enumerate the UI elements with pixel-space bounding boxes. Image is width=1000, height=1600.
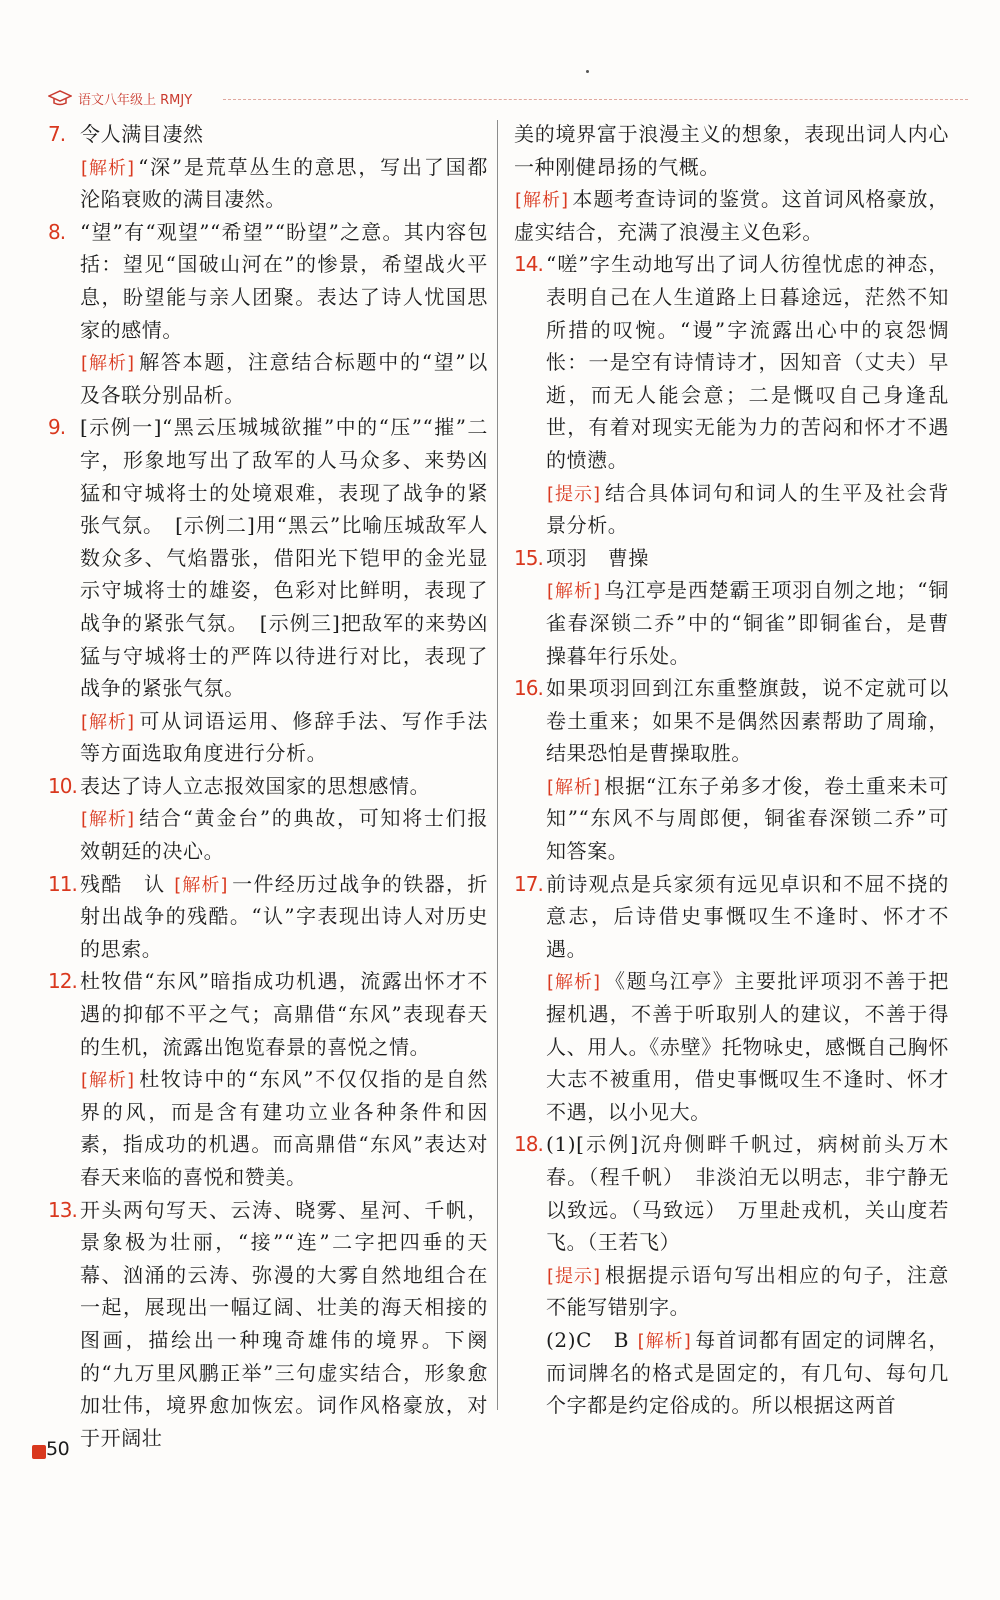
analysis-text: 杜牧诗中的“东风”不仅仅指的是自然界的风，而是含有建功立业各种条件和因素，指成功的机遇。而高鼎借“东风”表达对春天来临的喜悦和赞美。 <box>80 1067 488 1189</box>
analysis-tag: [ 解析 ] <box>173 875 229 897</box>
hint-tag: [ 提示 ] <box>546 1266 602 1288</box>
analysis-tag: [ 解析 ] <box>514 190 570 212</box>
left-column <box>48 118 488 1454</box>
page-marker-icon <box>32 1445 46 1459</box>
analysis-text: 结合“黄金台”的典故，可知将士们报效朝廷的决心。 <box>80 806 488 864</box>
question-number: 17. <box>514 871 543 896</box>
hint-14 <box>514 477 949 542</box>
analysis-text: 《题乌江亭》主要批评项羽不善于把握机遇，不善于听取别人的建议，不善于得人、用人。《赤壁》托物咏史，感慨自己胸怀大志不被重用，借史事慨叹生不逢时、怀才不遇，以小见大。 <box>546 969 949 1124</box>
question-number: 11. <box>48 871 77 896</box>
page-number: 50 <box>46 1438 70 1460</box>
hint-text: 根据提示语句写出相应的句子，注意不能写错别字。 <box>546 1262 949 1320</box>
question-number: 18. <box>514 1132 543 1157</box>
book-title: 语文八年级上 RMJY <box>78 93 193 108</box>
answer-text: 表达了诗人立志报效国家的思想感情。 <box>80 773 431 798</box>
analysis-text: “深”是荒草丛生的意思，写出了国都沦陷衰败的满目凄然。 <box>80 154 488 212</box>
analysis-tag: [ 解析 ] <box>80 353 136 375</box>
hint-text: 结合具体词句和词人的生平及社会背景分析。 <box>546 480 949 538</box>
analysis-15 <box>514 574 949 672</box>
answer-text: 残酷 认 <box>80 871 166 896</box>
answer-9 <box>48 411 488 704</box>
analysis-text: 解答本题，注意结合标题中的“望”以及各联分别品析。 <box>80 350 488 407</box>
analysis-tag: [ 解析 ] <box>80 712 136 734</box>
right-column <box>514 118 949 1422</box>
analysis-text: 每首词都有固定的词牌名，而词牌名的格式是固定的，有几句、每句几个字都是约定俗成的。所以根据这两首 <box>546 1327 949 1418</box>
analysis-13 <box>514 183 949 248</box>
answer-8 <box>48 216 488 346</box>
analysis-7 <box>48 151 488 216</box>
graduation-cap-icon <box>48 88 72 108</box>
answer-10 <box>48 770 488 803</box>
analysis-tag: [ 解析 ] <box>80 1070 136 1092</box>
answer-13-continued: 美的境界富于浪漫主义的想象，表现出词人内心一种刚健昂扬的气概。 <box>514 122 949 179</box>
answer-text: 开头两句写天、云涛、晓雾、星河、千帆，景象极为壮丽，“接”“连”二字把四垂的天幕、汹涌的云涛、弥漫的大雾自然地组合在一起，展现出一幅辽阔、壮美的海天相接的图画，描绘出一种瑰奇雄伟的境界。下阕的“九万里风鹏正举”三句虚实结合，形象愈加壮伟，境界愈加恢宏。词作风格豪放，对于开阔壮 <box>80 1197 488 1450</box>
question-number: 16. <box>514 676 543 701</box>
analysis-text: 根据“江东子弟多才俊，卷土重来未可知”“东风不与周郎便，铜雀春深锁二乔”可知答案。 <box>546 773 949 864</box>
column-divider <box>497 120 498 1410</box>
question-number: 7. <box>48 122 66 146</box>
question-number: 14. <box>514 252 543 277</box>
analysis-9 <box>48 705 488 770</box>
question-number: 10. <box>48 773 77 798</box>
analysis-12 <box>48 1063 488 1193</box>
analysis-text: 本题考查诗词的鉴赏。这首词风格豪放，虚实结合，充满了浪漫主义色彩。 <box>514 187 949 244</box>
question-number: 9. <box>48 415 66 440</box>
answer-text: 前诗观点是兵家须有远见卓识和不屈不挠的意志，后诗借史事慨叹生不逢时、怀才不遇。 <box>546 871 949 961</box>
answer-text: (2)C B <box>546 1327 630 1352</box>
question-number: 12. <box>48 969 77 994</box>
print-speck <box>586 70 589 73</box>
question-number: 8. <box>48 219 66 244</box>
analysis-tag: [ 解析 ] <box>546 777 602 799</box>
answer-text: 杜牧借“东风”暗指成功机遇，流露出怀才不遇的抑郁不平之气；高鼎借“东风”表现春天的生机，流露出饱览春景的喜悦之情。 <box>80 969 488 1059</box>
analysis-tag: [ 解析 ] <box>80 809 136 831</box>
answer-text: “望”有“观望”“希望”“盼望”之意。其内容包括：望见“国破山河在”的惨景，希望战火平息，盼望能与亲人团聚。表达了诗人忧国思家的感情。 <box>80 219 488 342</box>
answer-text: [示例一]“黑云压城城欲摧”中的“压”“摧”二字，形象地写出了敌军的人马众多、来势凶猛和守城将士的处境艰难，表现了战争的紧张气氛。 [示例二]用“黑云”比喻压城敌军人数众多、气焰嚣张，借阳光下铠甲的金光显示守城将士的雄姿，色彩对比鲜明，表现了战争的紧张气氛。 [示例三]把敌军的来势凶猛与守城将士的严阵以待进行对比，表现了战争的紧张气氛。 <box>80 415 488 701</box>
page-header <box>48 88 968 110</box>
answer-17 <box>514 868 949 966</box>
header-rule <box>223 99 968 100</box>
analysis-text: 一件经历过战争的铁器，折射出战争的残酷。“认”字表现出诗人对历史的思索。 <box>80 871 488 961</box>
analysis-tag: [ 解析 ] <box>637 1331 693 1353</box>
analysis-tag: [ 解析 ] <box>80 158 136 180</box>
answer-11 <box>48 868 488 966</box>
analysis-17 <box>514 965 949 1128</box>
hint-18 <box>514 1259 949 1324</box>
answer-text: 项羽 曹操 <box>546 545 649 570</box>
analysis-16 <box>514 770 949 868</box>
answer-7 <box>48 118 488 151</box>
analysis-text: 可从词语运用、修辞手法、写作手法等方面选取角度进行分析。 <box>80 708 488 766</box>
answer-text: 令人满目凄然 <box>80 122 204 146</box>
analysis-tag: [ 解析 ] <box>546 972 602 994</box>
analysis-10 <box>48 802 488 867</box>
answer-16 <box>514 672 949 770</box>
analysis-tag: [ 解析 ] <box>546 581 602 603</box>
answer-14 <box>514 248 949 476</box>
analysis-text: 乌江亭是西楚霸王项羽自刎之地；“铜雀春深锁二乔”中的“铜雀”即铜雀台，是曹操暮年行乐处。 <box>546 578 949 668</box>
hint-tag: [ 提示 ] <box>546 484 602 506</box>
question-number: 15. <box>514 545 543 570</box>
question-number: 13. <box>48 1197 77 1222</box>
answer-text: “嗟”字生动地写出了词人彷徨忧虑的神态，表明自己在人生道路上日暮途远，茫然不知所措的叹惋。“谩”字流露出心中的哀怨惆怅：一是空有诗情诗才，因知音（丈夫）早逝，而无人能会意；二是慨叹自己身逢乱世，有着对现实无能为力的苦闷和怀才不遇的愤懑。 <box>546 252 949 472</box>
answer-15 <box>514 542 949 575</box>
answer-18 <box>514 1128 949 1258</box>
answer-12 <box>48 965 488 1063</box>
analysis-8 <box>48 346 488 411</box>
answer-13 <box>48 1194 488 1455</box>
page-number-badge <box>32 1436 78 1466</box>
answer-text: (1)[示例]沉舟侧畔千帆过，病树前头万木春。（程千帆） 非淡泊无以明志，非宁静无以致远。（马致远） 万里赴戎机，关山度若飞。（王若飞） <box>546 1132 949 1255</box>
answer-text: 如果项羽回到江东重整旗鼓，说不定就可以卷土重来；如果不是偶然因素帮助了周瑜，结果恐怕是曹操取胜。 <box>546 676 949 766</box>
answer-18-part2 <box>514 1324 949 1422</box>
